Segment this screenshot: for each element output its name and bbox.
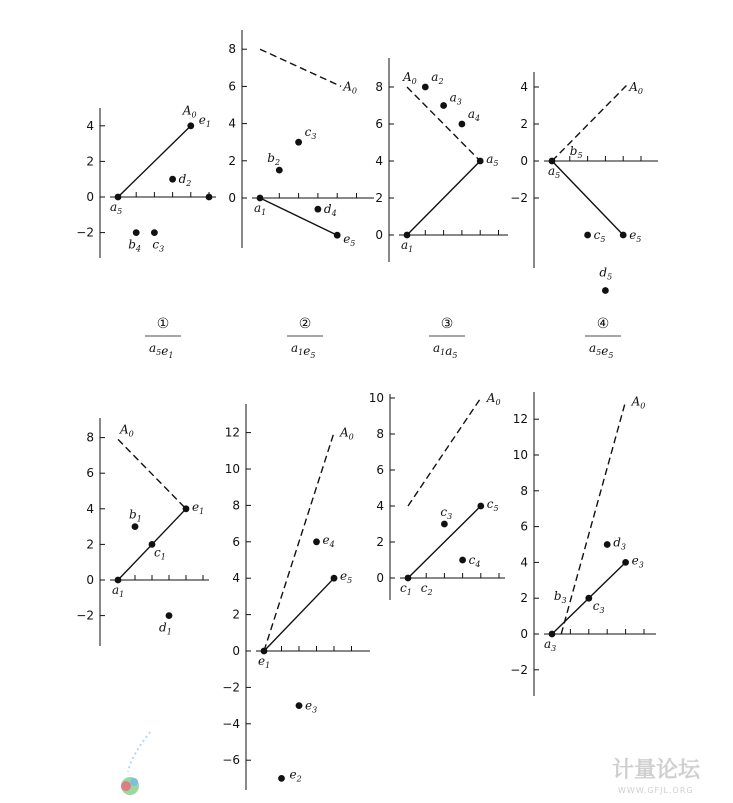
panel-4 xyxy=(510,72,658,360)
panel-1 xyxy=(76,103,216,360)
y-tick-label: 0 xyxy=(232,644,240,658)
solid-segment xyxy=(407,161,480,235)
point-label: $c_3$ xyxy=(304,125,317,142)
panel-3 xyxy=(375,58,508,360)
y-tick-label: 0 xyxy=(86,573,94,587)
y-tick-label: 8 xyxy=(228,42,236,57)
point-label: $e_1$ xyxy=(198,112,212,129)
point-label: $e_2$ xyxy=(289,767,302,784)
point-label: $e_1$ xyxy=(258,654,271,670)
y-tick-label: 12 xyxy=(224,425,240,440)
y-tick-label: 12 xyxy=(512,412,528,427)
point-label: $e_4$ xyxy=(322,532,335,549)
solid-segment xyxy=(552,161,623,235)
data-point xyxy=(276,167,283,174)
y-tick-label: −2 xyxy=(76,225,94,240)
b3-label: $b_3$ xyxy=(553,589,567,606)
dashed-segment xyxy=(118,439,186,508)
point-label: $b_1$ xyxy=(129,507,142,524)
A0-label: $A_0$ xyxy=(403,70,417,86)
solid-segment xyxy=(264,578,334,651)
A0-label: $A_0$ xyxy=(631,394,646,411)
data-point xyxy=(602,287,609,294)
y-tick-label: 2 xyxy=(520,117,528,131)
panel-caption-text: $a_5e_5$ xyxy=(589,341,614,360)
data-point xyxy=(440,102,447,109)
point-label: $d_4$ xyxy=(323,202,337,219)
y-tick-label: 4 xyxy=(228,116,236,131)
y-tick-label: 0 xyxy=(376,571,384,585)
panel-caption-text: $a_1e_5$ xyxy=(291,341,316,360)
watermark-title: 计量论坛 xyxy=(612,758,701,783)
point-label: $c_3$ xyxy=(152,237,165,254)
point-label: $a_1$ xyxy=(254,201,267,217)
y-tick-label: −2 xyxy=(76,608,94,623)
dashed-segment xyxy=(260,49,341,86)
point-label: $c_3$ xyxy=(592,599,605,616)
panel-8 xyxy=(510,392,656,696)
data-point xyxy=(133,229,140,236)
A0-label: $A_0$ xyxy=(629,80,643,96)
point-label: $c_5$ xyxy=(486,497,499,513)
data-point xyxy=(296,702,303,709)
y-tick-label: 0 xyxy=(86,190,94,204)
y-tick-label: 4 xyxy=(520,555,528,570)
point-label: $a_3$ xyxy=(544,637,557,653)
y-tick-label: 8 xyxy=(375,80,383,94)
y-tick-label: 8 xyxy=(520,483,528,498)
point-label: $a_5$ xyxy=(486,152,499,168)
y-tick-label: 0 xyxy=(375,228,383,242)
data-point xyxy=(622,559,629,566)
y-tick-label: 8 xyxy=(232,498,240,513)
point-label: $c_5$ xyxy=(593,228,606,244)
y-tick-label: 2 xyxy=(520,591,528,606)
y-tick-label: 10 xyxy=(512,448,528,462)
solid-segment xyxy=(118,126,191,197)
y-tick-label: 2 xyxy=(232,607,240,622)
point-label: $c_3$ xyxy=(440,505,453,521)
A0-label: $A_0$ xyxy=(343,79,357,96)
data-point xyxy=(422,84,429,91)
dashed-segment xyxy=(407,87,480,161)
y-tick-label: 2 xyxy=(86,154,94,169)
watermark xyxy=(612,757,701,795)
data-point xyxy=(315,206,322,213)
point-label: $e_3$ xyxy=(631,553,644,570)
point-label: $c_1$ xyxy=(154,545,166,562)
point-label: $b_4$ xyxy=(128,237,141,254)
point-label: $d_1$ xyxy=(159,620,172,637)
y-tick-label: 2 xyxy=(228,153,236,168)
y-tick-label: 4 xyxy=(232,571,240,586)
y-tick-label: 8 xyxy=(86,430,94,445)
point-label: $e_5$ xyxy=(343,232,356,249)
panel-7 xyxy=(369,391,505,600)
point-label: $a_1$ xyxy=(112,583,125,599)
data-point xyxy=(166,612,173,619)
y-tick-label: 4 xyxy=(520,80,528,94)
logo-icon xyxy=(121,732,150,795)
point-label: $d_2$ xyxy=(178,172,192,189)
y-tick-label: 6 xyxy=(375,117,383,131)
panel-caption-number: ② xyxy=(298,316,312,332)
A0-label: $A_0$ xyxy=(120,422,134,439)
y-tick-label: −4 xyxy=(222,716,240,731)
y-tick-label: −2 xyxy=(510,191,528,205)
data-point xyxy=(459,121,466,128)
A0-label: $A_0$ xyxy=(340,425,354,442)
y-tick-label: 10 xyxy=(224,462,240,476)
panel-5 xyxy=(76,418,209,646)
data-point xyxy=(151,229,158,236)
panel-caption-number: ④ xyxy=(596,316,610,332)
dashed-segment xyxy=(408,398,481,506)
data-point xyxy=(585,595,592,602)
point-label: $a_2$ xyxy=(431,70,444,86)
data-point xyxy=(459,557,466,564)
y-tick-label: −6 xyxy=(222,753,240,768)
y-tick-label: 2 xyxy=(86,537,94,552)
y-tick-label: 4 xyxy=(375,154,383,168)
data-point xyxy=(278,775,285,782)
data-point xyxy=(331,575,338,582)
data-point xyxy=(604,541,611,548)
y-tick-label: 6 xyxy=(86,466,94,481)
point-label: $c_1$ xyxy=(400,581,412,597)
data-point xyxy=(132,523,139,530)
panel-2 xyxy=(228,30,374,360)
point-label: $a_5$ xyxy=(110,200,123,216)
A0-label: $A_0$ xyxy=(182,103,197,120)
y-tick-label: 8 xyxy=(376,427,384,441)
point-label: $e_3$ xyxy=(305,698,318,715)
y-tick-label: 2 xyxy=(376,535,384,549)
y-tick-label: 4 xyxy=(86,118,94,133)
point-label: $a_1$ xyxy=(401,238,414,254)
y-tick-label: 4 xyxy=(86,501,94,516)
point-label: $a_4$ xyxy=(467,107,481,123)
point-label: $d_5$ xyxy=(599,265,613,282)
point-label: $e_1$ xyxy=(192,499,205,516)
point-label: $c_4$ xyxy=(468,553,481,569)
y-tick-label: 6 xyxy=(520,519,528,534)
data-point xyxy=(206,194,213,201)
data-point xyxy=(441,521,448,528)
data-point xyxy=(477,503,484,510)
data-point xyxy=(183,505,190,512)
point-label: $e_5$ xyxy=(629,228,642,244)
dashed-segment xyxy=(552,85,627,161)
b5-label: $b_5$ xyxy=(569,144,583,160)
A0-label: $A_0$ xyxy=(486,391,501,407)
panel-caption-number: ③ xyxy=(440,316,454,332)
y-tick-label: −2 xyxy=(222,680,240,695)
y-tick-label: 2 xyxy=(375,191,383,205)
y-tick-label: 6 xyxy=(232,534,240,549)
data-point xyxy=(169,176,176,183)
data-point xyxy=(620,232,627,239)
panel-caption-number: ① xyxy=(156,316,170,332)
data-point xyxy=(584,232,591,239)
panel-caption-text: $a_1a_5$ xyxy=(433,341,458,360)
y-tick-label: 10 xyxy=(368,391,384,405)
point-label: $d_3$ xyxy=(613,535,626,552)
point-label: $b_2$ xyxy=(267,151,281,168)
panel-6 xyxy=(222,404,370,790)
y-tick-label: 4 xyxy=(376,499,384,513)
data-point xyxy=(295,139,302,146)
y-tick-label: 6 xyxy=(228,79,236,94)
y-tick-label: −2 xyxy=(510,662,528,677)
point-label: $e_5$ xyxy=(340,569,353,586)
data-point xyxy=(187,122,194,129)
c2-label: $c_2$ xyxy=(420,581,433,597)
point-label: $a_5$ xyxy=(548,164,561,180)
watermark-url: WWW.GFJL.ORG xyxy=(618,786,694,795)
data-point xyxy=(477,158,484,165)
y-tick-label: 0 xyxy=(520,154,528,168)
data-point xyxy=(313,538,320,545)
y-tick-label: 6 xyxy=(376,463,384,477)
data-point xyxy=(334,232,341,239)
panel-caption-text: $a_5e_1$ xyxy=(149,341,174,360)
y-tick-label: 0 xyxy=(228,191,236,205)
point-label: $a_3$ xyxy=(449,90,462,107)
y-tick-label: 0 xyxy=(520,627,528,641)
